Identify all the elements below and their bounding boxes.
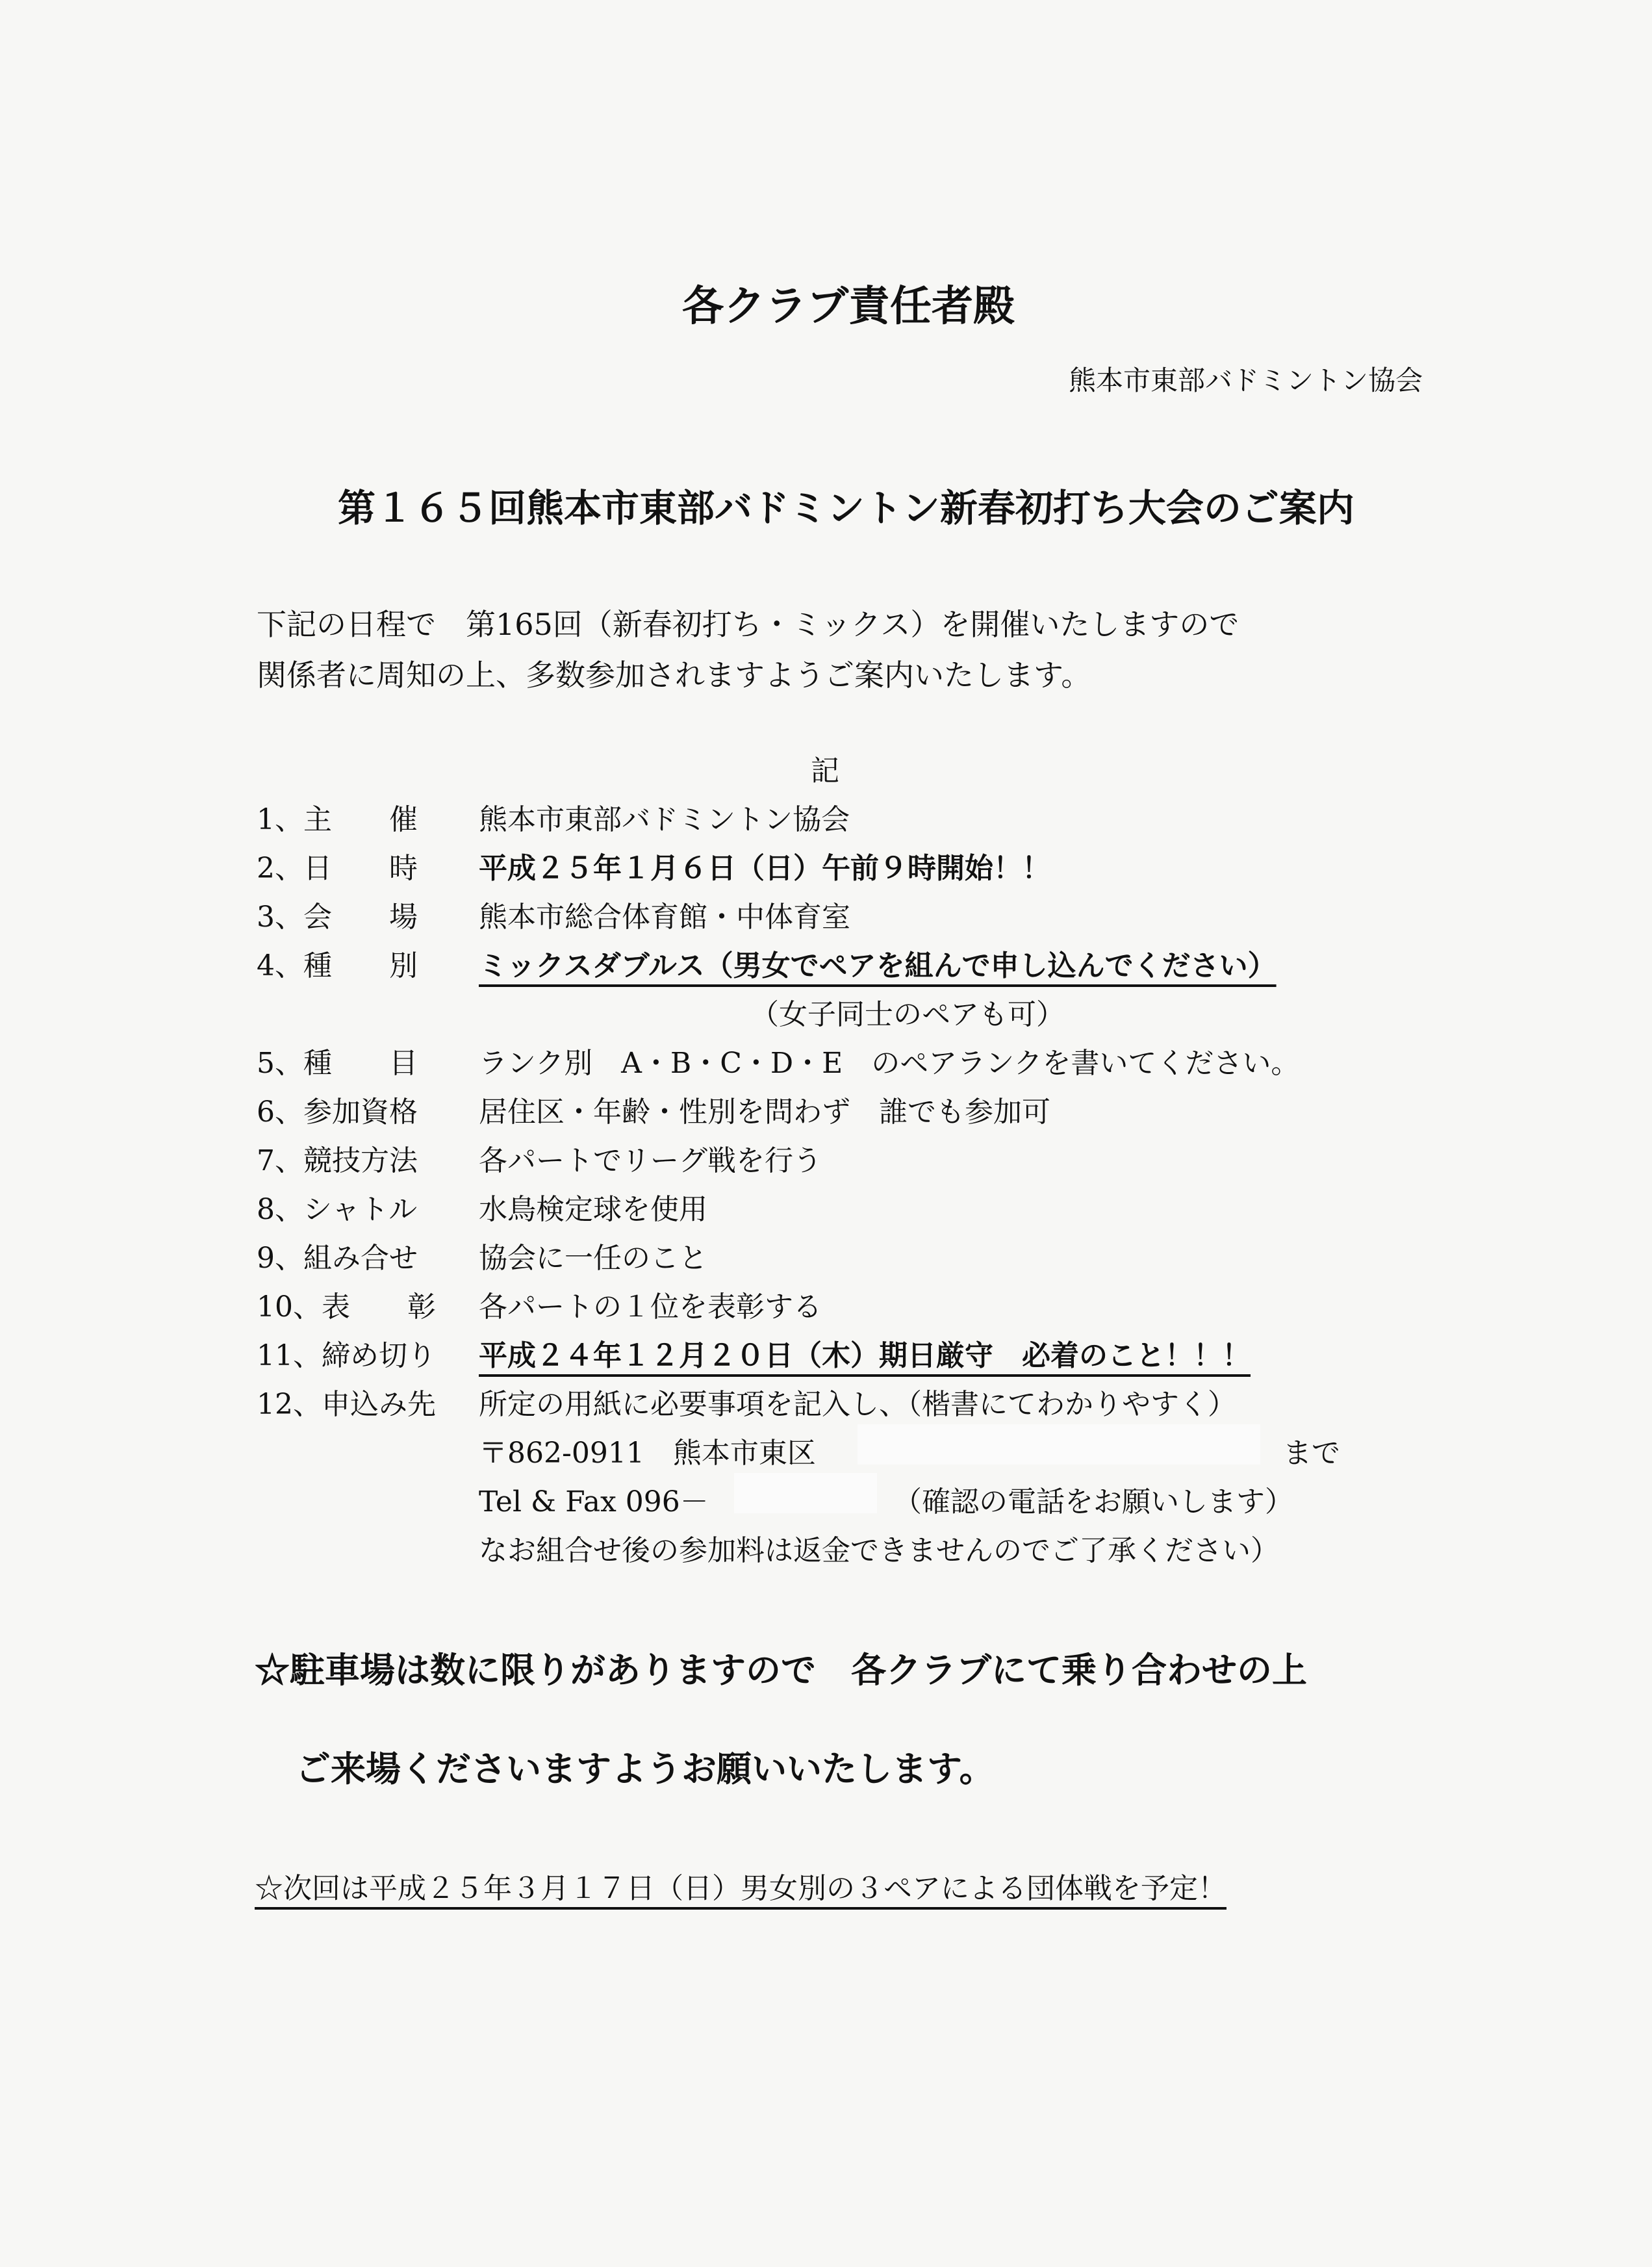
item-value: ミックスダブルス（男女でペアを組んで申し込んでください） xyxy=(479,949,1277,982)
redacted-block xyxy=(858,1424,1260,1465)
item-value: 所定の用紙に必要事項を記入し、（楷書にてわかりやすく） xyxy=(479,1388,1236,1421)
document-title: 第１６５回熊本市東部バドミントン新春初打ち大会のご案内 xyxy=(338,486,1354,530)
item-value: 平成２４年１２月２０日（木）期日厳守 必着のこと！！！ xyxy=(479,1339,1251,1372)
item-value: 居住区・年齢・性別を問わず 誰でも参加可 xyxy=(479,1095,1050,1129)
item-label: 2、日 時 xyxy=(257,852,418,885)
tel-fax: Tel & Fax 096－ xyxy=(479,1485,709,1518)
item-label: 5、種 目 xyxy=(257,1047,418,1080)
intro-line: 関係者に周知の上、多数参加されますようご案内いたします。 xyxy=(257,658,1091,693)
next-event-notice: ☆次回は平成２５年３月１７日（日）男女別の３ペアによる団体戦を予定！ xyxy=(255,1872,1226,1905)
ki-heading: 記 xyxy=(811,754,839,788)
item-value: ランク別 A・B・C・D・E のペアランクを書いてください。 xyxy=(479,1047,1300,1080)
item-value: 熊本市総合体育館・中体育室 xyxy=(479,901,850,934)
sender: 熊本市東部バドミントン協会 xyxy=(1069,365,1423,396)
item-value: 熊本市東部バドミントン協会 xyxy=(479,803,850,836)
item-value: 各パートでリーグ戦を行う xyxy=(479,1144,822,1177)
item-label: 3、会 場 xyxy=(257,901,418,934)
redacted-block xyxy=(734,1473,877,1513)
parking-notice: ☆駐車場は数に限りがありますので 各クラブにて乗り合わせの上 xyxy=(255,1649,1307,1691)
intro-line: 下記の日程で 第165回（新春初打ち・ミックス）を開催いたしますので xyxy=(257,607,1239,642)
addressee: 各クラブ責任者殿 xyxy=(682,282,1015,331)
item-value: （女子同士のペアも可） xyxy=(750,998,1065,1031)
item-label: 4、種 別 xyxy=(257,949,418,982)
item-label: 11、締め切り xyxy=(257,1339,436,1372)
item-label: 9、組み合せ xyxy=(257,1242,418,1275)
item-label: 1、主 催 xyxy=(257,803,418,836)
item-value: 水鳥検定球を使用 xyxy=(479,1193,707,1226)
postal-address: 〒862-0911 熊本市東区 xyxy=(479,1437,816,1470)
item-value: 平成２５年１月６日（日）午前９時開始！！ xyxy=(479,852,1050,885)
tel-note: （確認の電話をお願いします） xyxy=(893,1485,1293,1518)
item-label: 6、参加資格 xyxy=(257,1095,418,1129)
item-label: 12、申込み先 xyxy=(257,1388,436,1421)
refund-note: なお組合せ後の参加料は返金できませんのでご了承ください） xyxy=(479,1534,1279,1567)
item-value: 各パートの１位を表彰する xyxy=(479,1290,822,1324)
item-label: 8、シャトル xyxy=(257,1193,418,1226)
parking-notice: ご来場くださいますようお願いいたします。 xyxy=(296,1748,995,1789)
item-value: 協会に一任のこと xyxy=(479,1242,707,1275)
address-suffix: まで xyxy=(1283,1437,1340,1470)
item-label: 10、表 彰 xyxy=(257,1290,436,1324)
item-label: 7、競技方法 xyxy=(257,1144,418,1177)
